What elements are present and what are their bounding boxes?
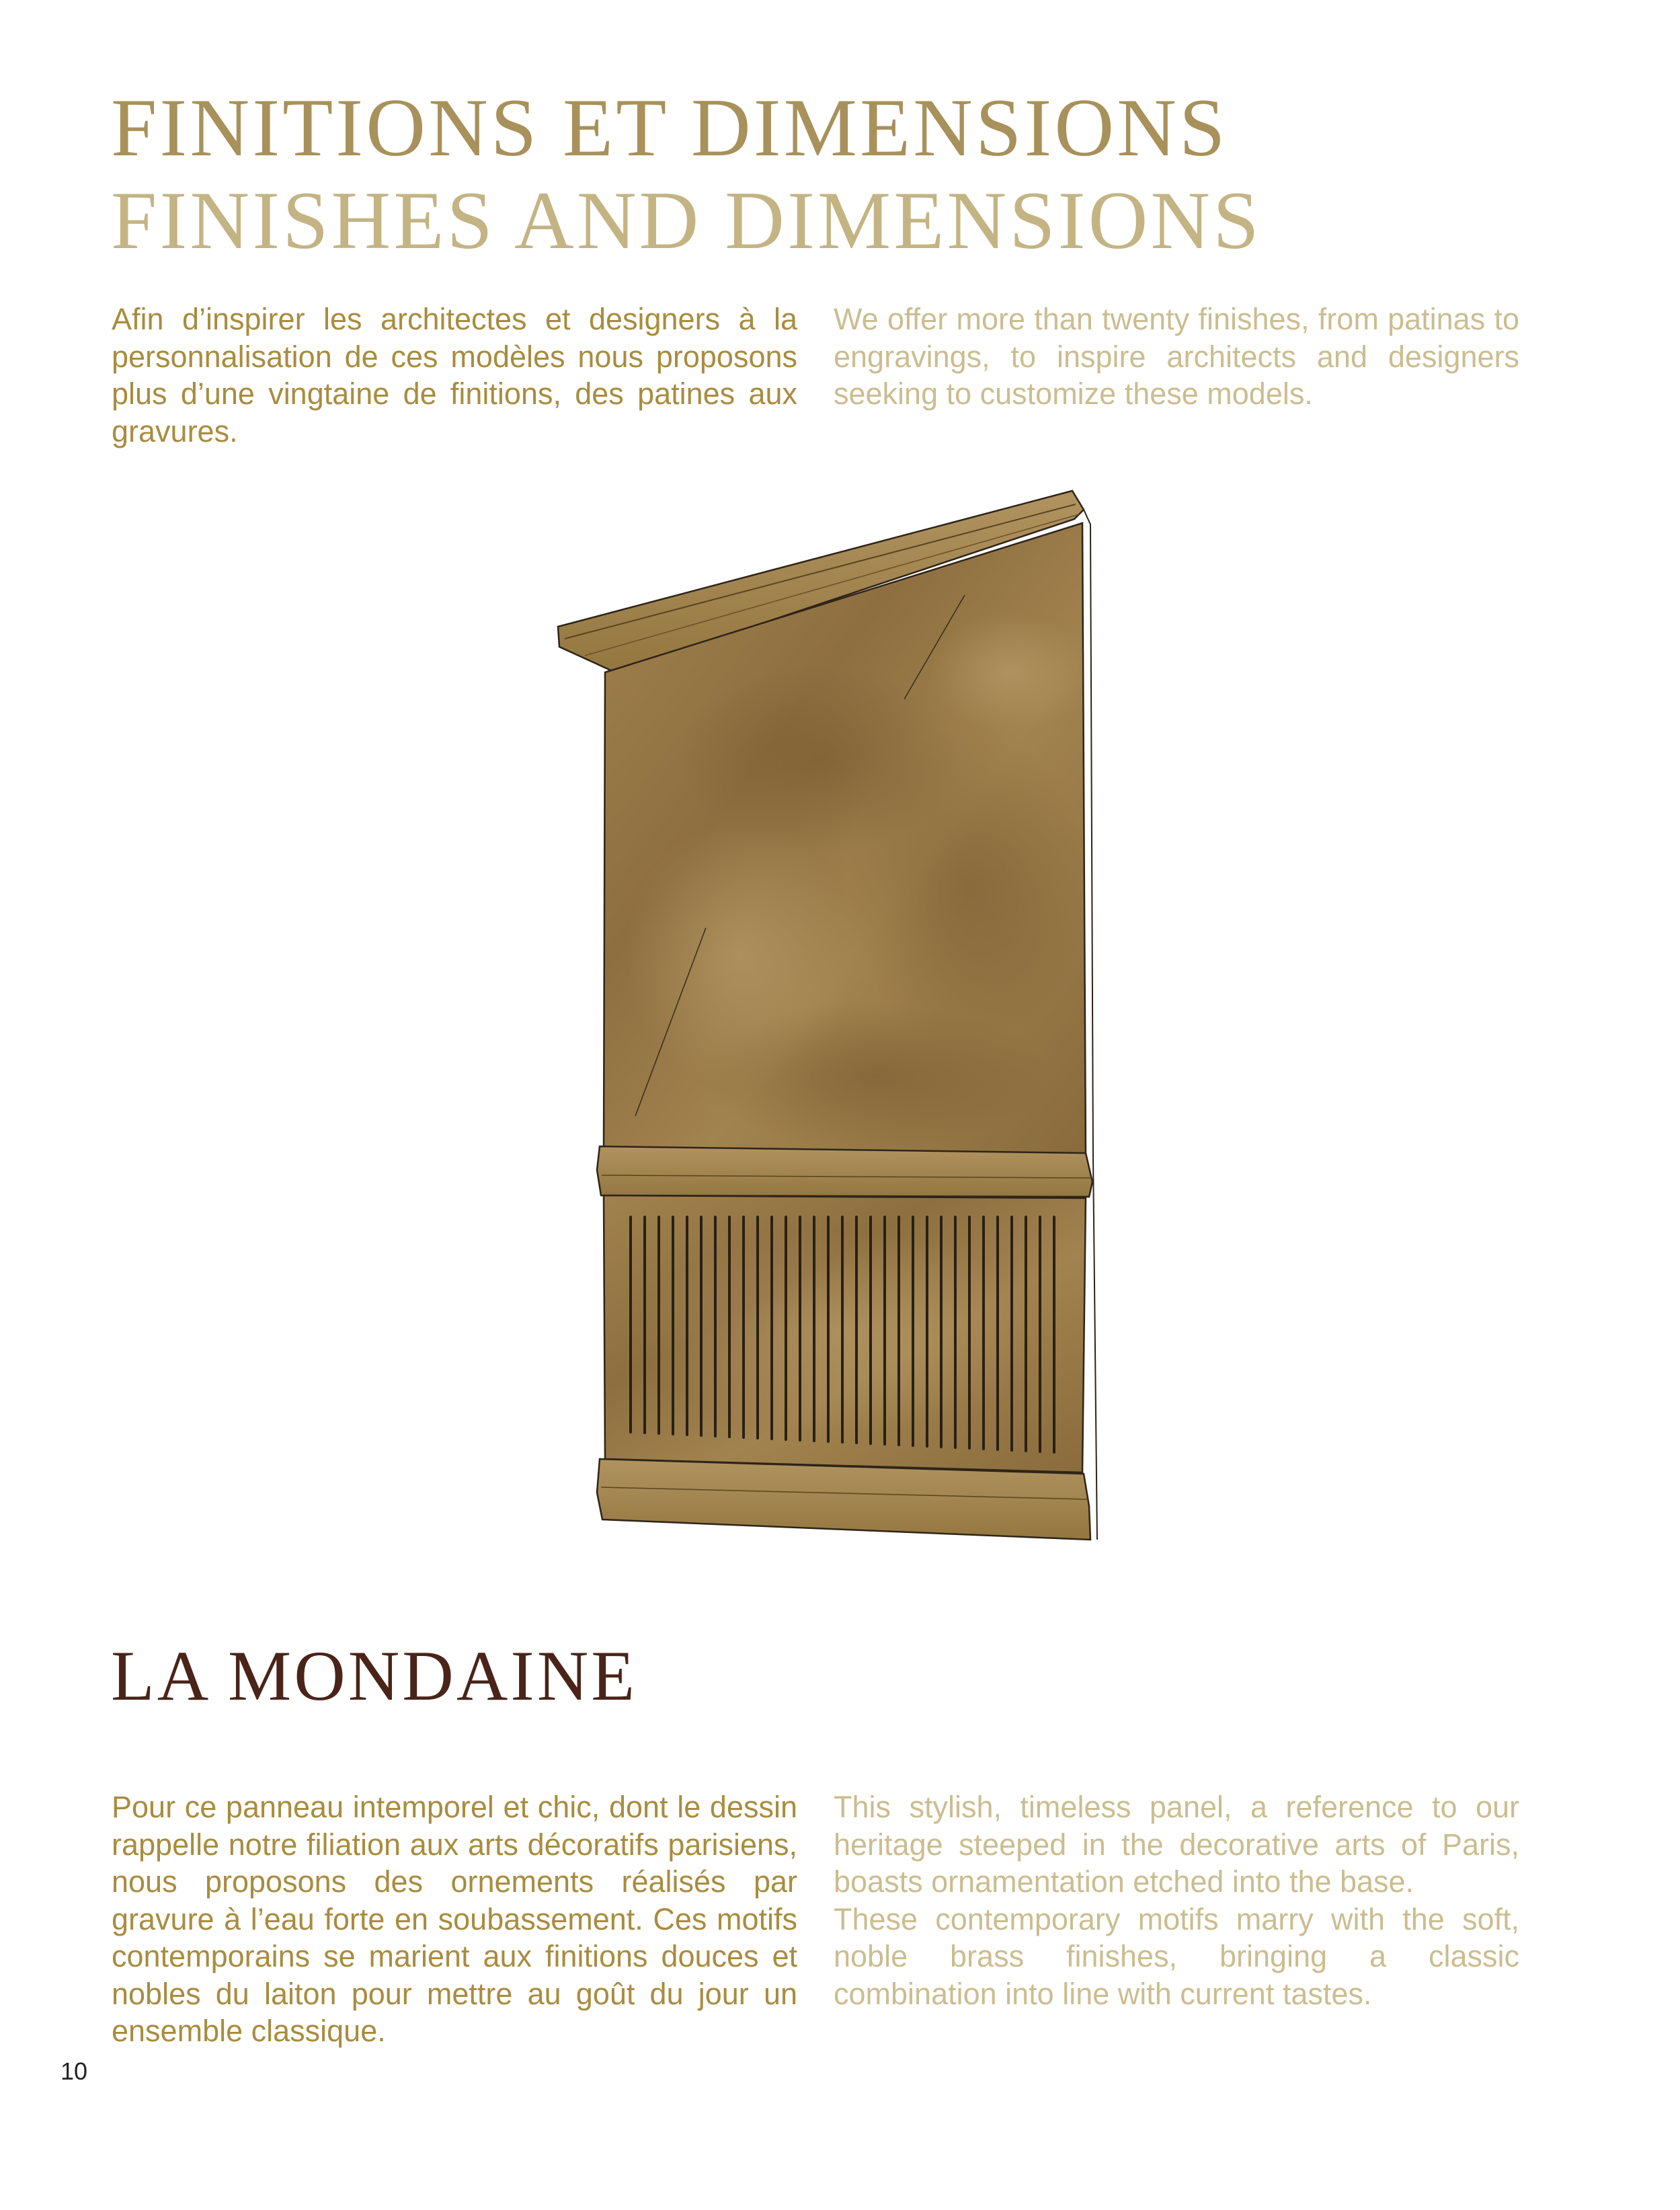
panel-illustration (538, 471, 1176, 1614)
heading-en: FINISHES AND DIMENSIONS (111, 174, 1262, 266)
heading-fr: FINITIONS ET DIMENSIONS (111, 81, 1228, 173)
product-text-en-paragraph-1: This stylish, timeless panel, a reference to our heritage steeped in the decorative arts of Paris, boasts ornamentation etched into the base. (834, 1790, 1519, 1899)
product-text-en (834, 1788, 1519, 2012)
product-text-en-paragraph-2: These contemporary motifs marry with the soft, noble brass finishes, bringing a classic combination into line with current tastes. (834, 1901, 1519, 2011)
page-number: 10 (61, 2057, 88, 2085)
intro-text-en: We offer more than twenty finishes, from patinas to engravings, to inspire architects and designers seeking to customize these models. (834, 302, 1519, 411)
panel-middle-moulding (597, 1146, 1092, 1197)
product-text-fr: Pour ce panneau intemporel et chic, dont le dessin rappelle notre filiation aux arts décoratifs parisiens, nous proposons des ornements réalisés par gravure à l’eau forte en soubassement. Ces motifs contemporains se marient aux finitions douces et nobles du laiton pour mettre au goût du jour un ensemble classique. (112, 1790, 797, 2048)
panel-plinth (597, 1459, 1090, 1540)
product-title: LA MONDAINE (111, 1636, 637, 1715)
intro-text-fr: Afin d’inspirer les architectes et designers à la personnalisation de ces modèles nous proposons plus d’une vingtaine de finitions, des patines aux gravures. (112, 302, 797, 448)
